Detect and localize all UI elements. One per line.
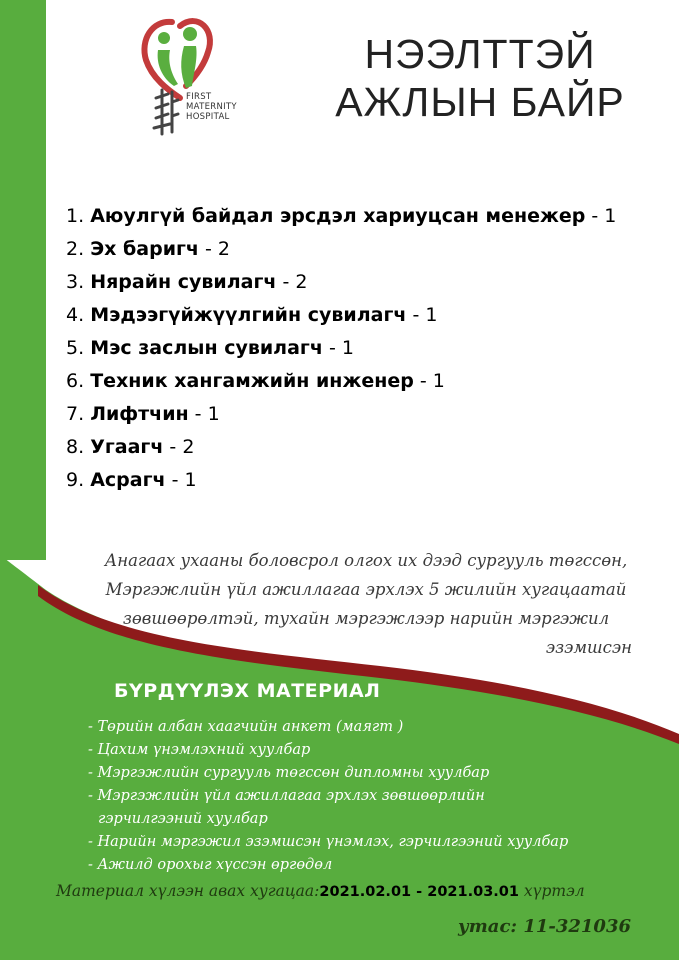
position-title: Лифтчин bbox=[90, 403, 189, 425]
deadline-text bbox=[56, 882, 585, 900]
material-item: - Төрийн албан хаагчийн анкет (маягт ) bbox=[88, 719, 404, 735]
position-number: 9. bbox=[66, 469, 85, 491]
deadline-dates: 2021.02.01 - 2021.03.01 bbox=[319, 884, 519, 900]
materials-heading: БҮРДҮҮЛЭХ МАТЕРИАЛ bbox=[114, 680, 381, 702]
position-count: - 2 bbox=[163, 436, 195, 458]
hospital-logo bbox=[134, 12, 274, 137]
position-item bbox=[66, 431, 616, 464]
position-count: - 1 bbox=[188, 403, 220, 425]
position-item bbox=[66, 299, 616, 332]
position-item bbox=[66, 398, 616, 431]
position-count: - 2 bbox=[198, 238, 231, 260]
requirement-line: Анагаах ухааны боловсрол олгох их дээд сургууль төгссөн, bbox=[104, 551, 628, 570]
positions-list bbox=[66, 200, 616, 497]
position-count: - 2 bbox=[276, 271, 308, 293]
position-count: - 1 bbox=[165, 469, 197, 491]
deadline-suffix: хүртэл bbox=[518, 882, 585, 900]
materials-list bbox=[88, 716, 568, 877]
title-line-1: НЭЭЛТТЭЙ bbox=[364, 31, 596, 77]
requirement-text bbox=[92, 546, 640, 662]
requirement-line: Мэргэжлийн үйл ажиллагаа эрхлэх 5 жилийн хугацаатай bbox=[105, 580, 627, 599]
position-item bbox=[66, 365, 616, 398]
position-number: 4. bbox=[66, 304, 85, 326]
deadline-prefix: Материал хүлээн авах хугацаа: bbox=[56, 882, 320, 900]
requirement-line: зөвшөөрөлтэй, тухайн мэргэжлээр нарийн мэргэжил bbox=[122, 609, 610, 628]
position-count: - 1 bbox=[406, 304, 438, 326]
position-number: 5. bbox=[66, 337, 85, 359]
material-item: - Ажилд орохыг хүссэн өргөдөл bbox=[88, 857, 333, 873]
logo-text-line: HOSPITAL bbox=[186, 112, 230, 122]
position-count: - 1 bbox=[413, 370, 445, 392]
position-item bbox=[66, 332, 616, 365]
logo-text-line: MATERNITY bbox=[186, 102, 237, 112]
position-title: Мэс заслын сувилагч bbox=[90, 337, 323, 359]
position-title: Аюулгүй байдал эрсдэл хариуцсан менежер bbox=[90, 205, 586, 227]
position-item bbox=[66, 266, 616, 299]
position-number: 7. bbox=[66, 403, 85, 425]
position-item bbox=[66, 200, 616, 233]
position-title: Эх баригч bbox=[90, 238, 199, 260]
position-item bbox=[66, 233, 616, 266]
position-title: Асрагч bbox=[90, 469, 166, 491]
position-number: 2. bbox=[66, 238, 85, 260]
page-title bbox=[300, 30, 660, 126]
position-count: - 1 bbox=[585, 205, 617, 227]
material-item: - Мэргэжлийн үйл ажиллагаа эрхлэх зөвшөөрлийн bbox=[88, 788, 485, 804]
phone-number: утас: 11-321036 bbox=[457, 916, 631, 937]
material-item: - Мэргэжлийн сургууль төгссөн дипломны хуулбар bbox=[88, 765, 490, 781]
logo-text-line: FIRST bbox=[186, 92, 212, 102]
material-item-continuation: гэрчилгээний хуулбар bbox=[98, 811, 268, 827]
left-green-band bbox=[0, 0, 46, 560]
material-item: - Цахим үнэмлэхний хуулбар bbox=[88, 742, 311, 758]
logo-text bbox=[186, 92, 237, 122]
position-number: 3. bbox=[66, 271, 85, 293]
requirement-line: эзэмшсэн bbox=[545, 638, 632, 657]
material-item: - Нарийн мэргэжил эзэмшсэн үнэмлэх, гэрчилгээний хуулбар bbox=[88, 834, 569, 850]
position-title: Техник хангамжийн инженер bbox=[90, 370, 414, 392]
position-count: - 1 bbox=[322, 337, 354, 359]
position-item bbox=[66, 464, 616, 497]
position-number: 1. bbox=[66, 205, 85, 227]
position-title: Угаагч bbox=[90, 436, 164, 458]
position-number: 8. bbox=[66, 436, 85, 458]
position-number: 6. bbox=[66, 370, 85, 392]
position-title: Нярайн сувилагч bbox=[90, 271, 277, 293]
position-title: Мэдээгүйжүүлгийн сувилагч bbox=[90, 304, 407, 326]
title-line-2: АЖЛЫН БАЙР bbox=[335, 79, 625, 125]
